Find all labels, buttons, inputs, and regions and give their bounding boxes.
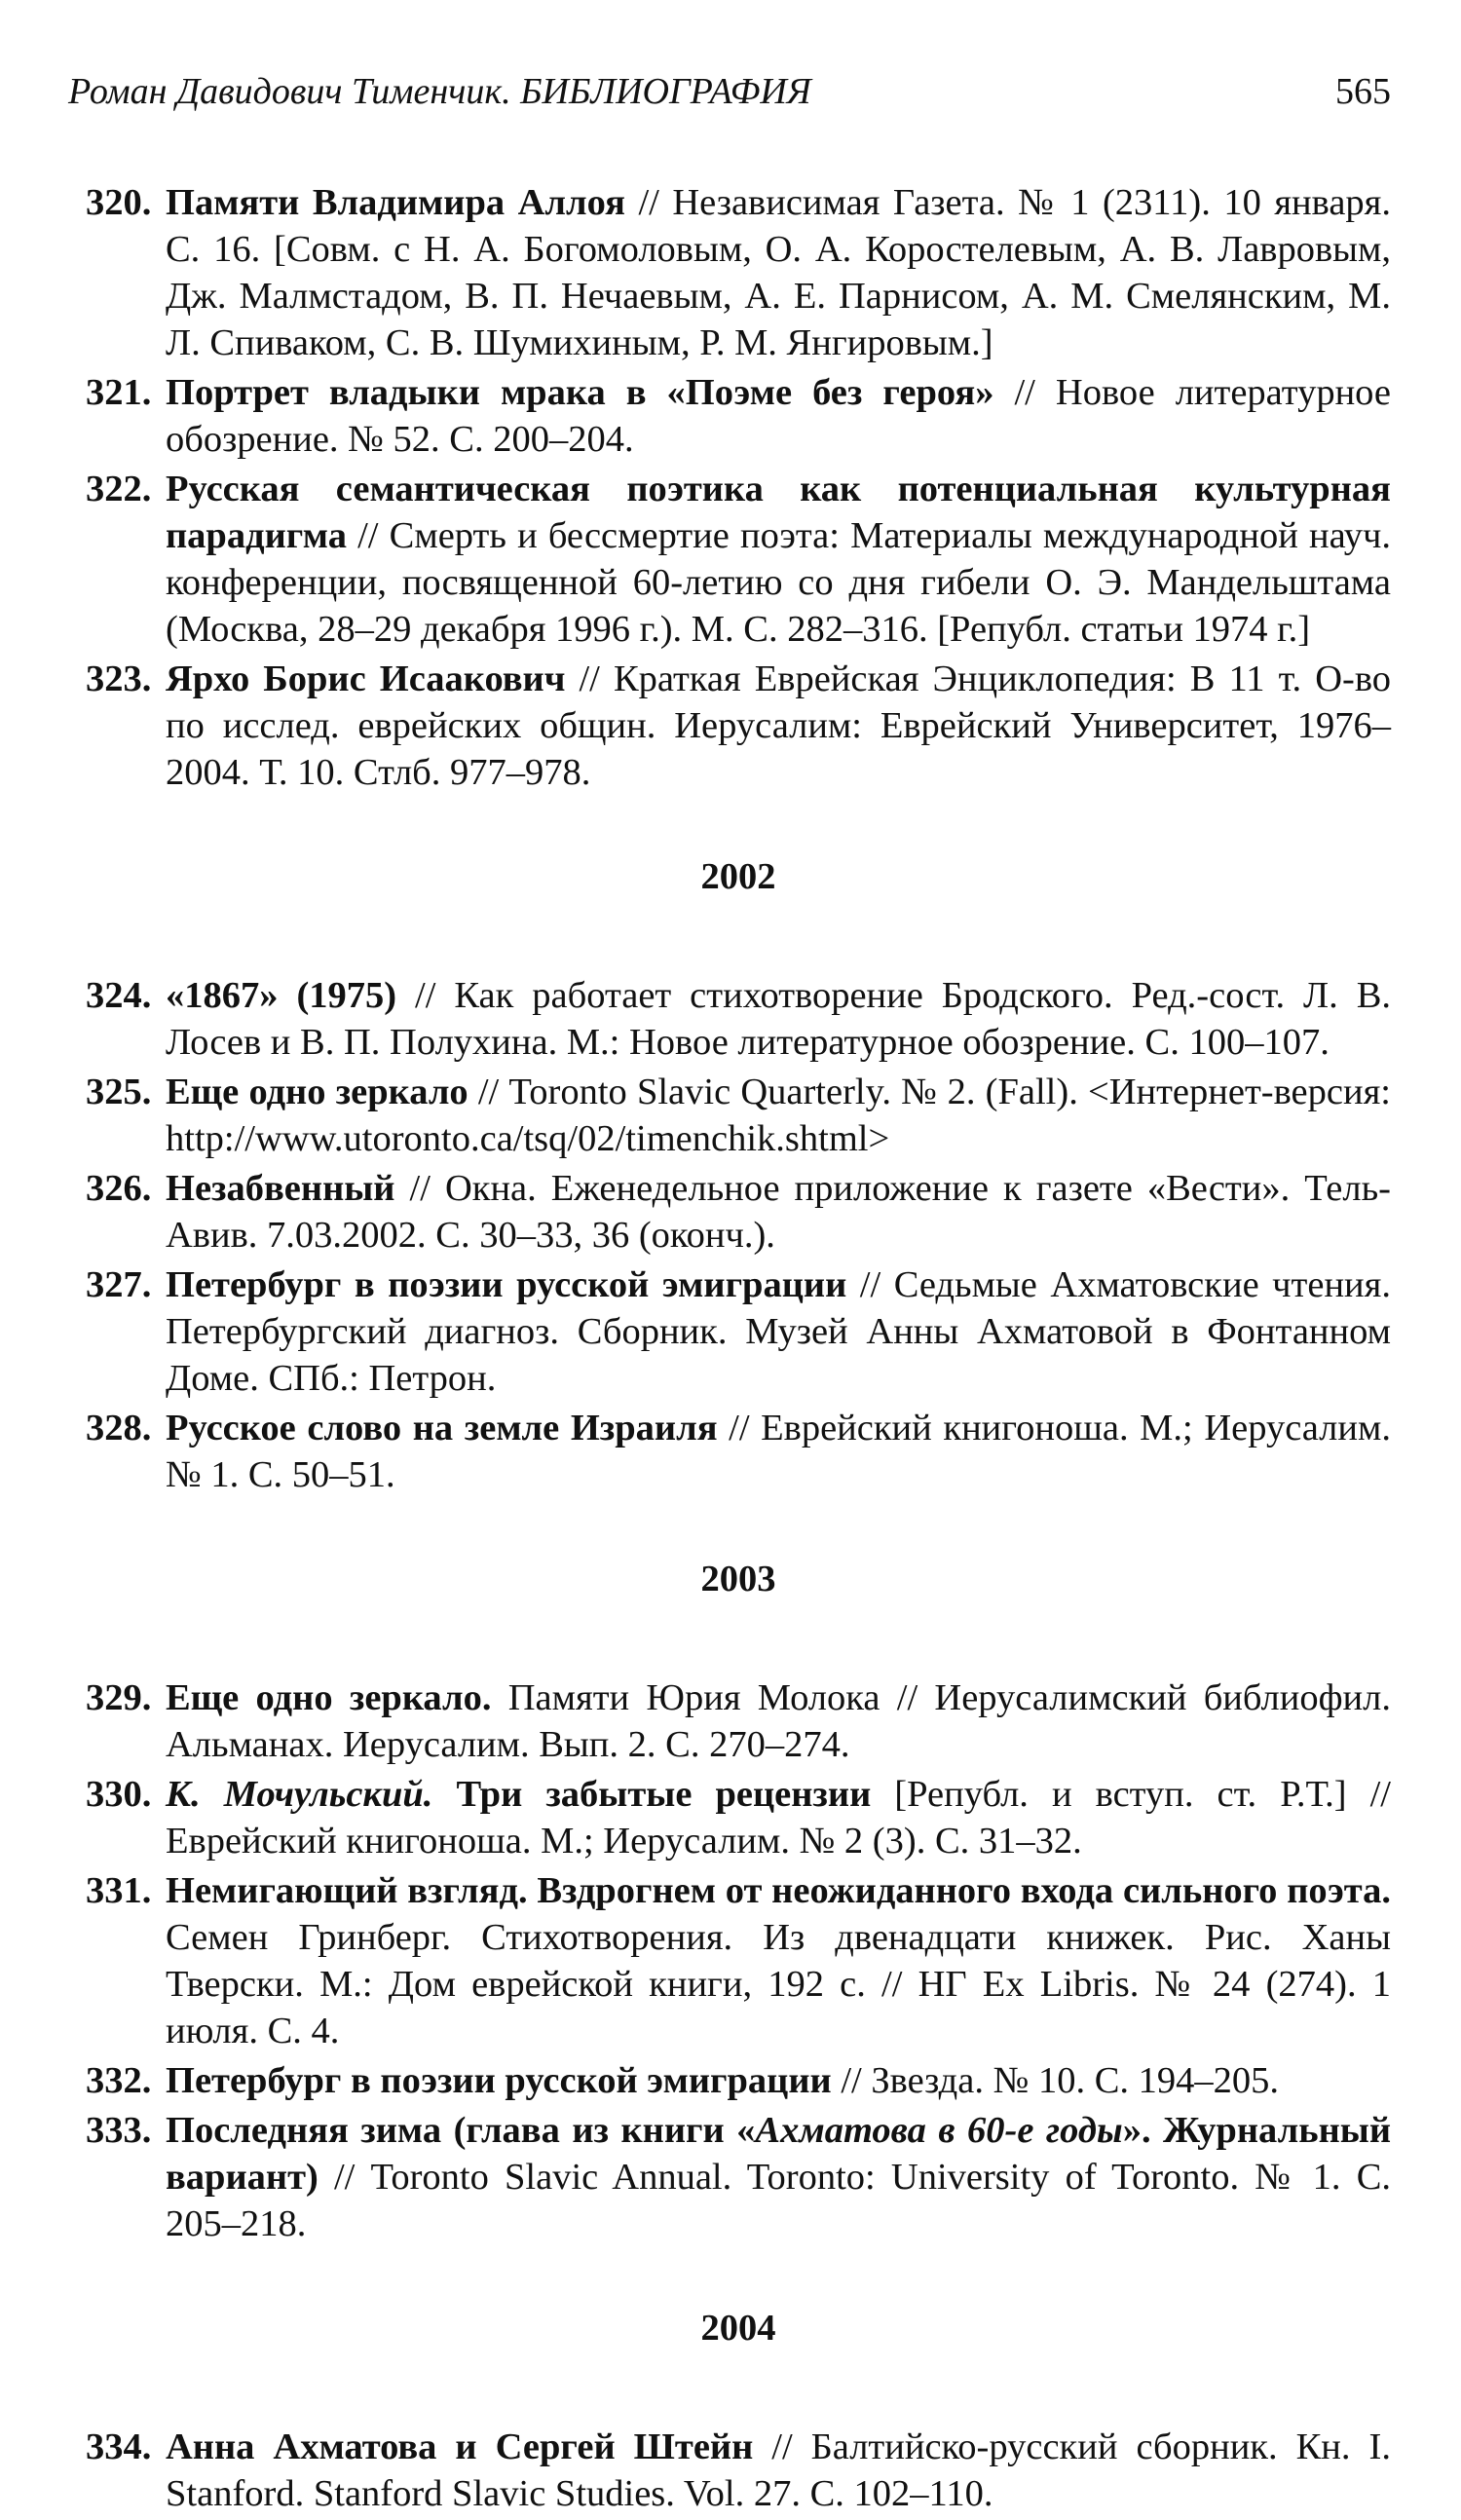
year-heading-2002: 2002 (700, 856, 776, 897)
entry-book-title: Ахматова в 60-е годы (755, 2110, 1123, 2151)
entry-title: Ярхо Борис Исаакович (166, 658, 566, 699)
bib-entry-333 (86, 2107, 1391, 2247)
entry-number: 333. (86, 2110, 152, 2151)
bib-entry-321 (86, 369, 1391, 463)
entry-number: 320. (86, 182, 152, 223)
entry-number: 329. (86, 1677, 152, 1718)
bib-entry-328 (86, 1405, 1391, 1498)
entry-number: 332. (86, 2060, 152, 2101)
entry-details: // Смерть и бессмертие поэта: Материалы международной науч. конференции, посвященной 60-летию со дня гибели О. Э. Мандельштама (Москва, 28–29 декабря 1996 г.). М. С. 282–316. [Републ. статьи 1974 г.] (166, 515, 1391, 650)
entry-number: 324. (86, 975, 152, 1016)
entry-details: Семен Гринберг. Стихотворения. Из двенадцати книжек. Рис. Ханы Тверски. М.: Дом еврейской книги, 192 с. // НГ Ex Libris. № 24 (274). 1 июля. С. 4. (166, 1917, 1391, 2051)
entry-details: // Как работает стихотворение Бродского. Ред.-сост. Л. В. Лосев и В. П. Полухина. М.: Новое литературное обозрение. С. 100–107. (166, 975, 1391, 1063)
bib-entry-323 (86, 656, 1391, 796)
entry-title: Еще одно зеркало (166, 1072, 468, 1112)
bib-entry-332 (86, 2057, 1391, 2104)
entry-title: Последняя зима (глава из книги « (166, 2110, 756, 2151)
bib-entry-327 (86, 1261, 1391, 1402)
entry-details: // Toronto Slavic Annual. Toronto: University of Toronto. № 1. С. 205–218. (166, 2157, 1391, 2244)
page-number: 565 (1335, 71, 1391, 112)
entry-number: 330. (86, 1774, 152, 1815)
entry-details: Памяти Юрия Молока // Иерусалимский библиофил. Альманах. Иерусалим. Вып. 2. С. 270–274. (166, 1677, 1391, 1765)
entry-title: Три забытые рецензии (432, 1774, 872, 1815)
running-header (68, 70, 1391, 119)
entry-details: // Окна. Еженедельное приложение к газете «Вести». Тель-Авив. 7.03.2002. С. 30–33, 36 (оконч.). (166, 1168, 1391, 1256)
entry-details: // Еврейский книгоноша. М.; Иерусалим. № 1. С. 50–51. (166, 1408, 1391, 1495)
entry-details: // Новое литературное обозрение. № 52. С. 200–204. (166, 372, 1391, 460)
entry-details: // Седьмые Ахматовские чтения. Петербургский диагноз. Сборник. Музей Анны Ахматовой в Фонтанном Доме. СПб.: Петрон. (166, 1264, 1391, 1399)
entry-title: Памяти Владимира Аллоя (166, 182, 625, 223)
entry-title: Незабвенный (166, 1168, 395, 1209)
bib-entry-330 (86, 1771, 1391, 1864)
entry-title: Петербург в поэзии русской эмиграции (166, 2060, 832, 2101)
entry-title: Анна Ахматова и Сергей Штейн (166, 2426, 754, 2467)
entry-number: 334. (86, 2426, 152, 2467)
bib-entry-320 (86, 179, 1391, 366)
bib-entry-326 (86, 1165, 1391, 1259)
entry-number: 323. (86, 658, 152, 699)
entry-title: Русская семантическая поэтика как потенциальная культурная парадигма (166, 469, 1391, 556)
bibliography-body (86, 179, 1391, 2520)
bib-entry-322 (86, 466, 1391, 653)
entry-title: Петербург в поэзии русской эмиграции (166, 1264, 847, 1305)
entry-details: // Toronto Slavic Quarterly. № 2. (Fall). <Интернет-версия: http://www.utoronto.ca/tsq/02/timenchik.shtml> (166, 1072, 1391, 1159)
bib-entry-331 (86, 1867, 1391, 2054)
entry-title-end: ». Журнальный вариант) (166, 2110, 1391, 2198)
entry-title: Немигающий взгляд. Вздрогнем от неожиданного входа сильного поэта. (166, 1870, 1391, 1911)
entry-title: «1867» (1975) (166, 975, 397, 1016)
entry-title: Русское слово на земле Израиля (166, 1408, 718, 1448)
entry-details: // Краткая Еврейская Энциклопедия: В 11 т. О-во по исслед. еврейских общин. Иерусалим: Еврейский Университет, 1976–2004. Т. 10. Стлб. 977–978. (166, 658, 1391, 793)
year-heading-2003: 2003 (700, 1559, 776, 1599)
entry-number: 328. (86, 1408, 152, 1448)
entry-title: Еще одно зеркало. (166, 1677, 492, 1718)
year-heading-2004: 2004 (700, 2308, 776, 2349)
entry-title: Портрет владыки мрака в «Поэме без героя» (166, 372, 994, 413)
entry-number: 322. (86, 469, 152, 509)
entry-details: // Независимая Газета. № 1 (2311). 10 января. С. 16. [Совм. с Н. А. Богомоловым, О. А. Коростелевым, А. В. Лавровым, Дж. Малмстадом, В. П. Нечаевым, А. Е. Парнисом, А. М. Смелянским, М. Л. Спиваком, С. В. Шумихиным, Р. М. Янгировым.] (166, 182, 1391, 363)
entry-number: 331. (86, 1870, 152, 1911)
entry-details: // Балтийско-русский сборник. Кн. I. Stanford. Stanford Slavic Studies. Vol. 27. С. 102–110. (166, 2426, 1391, 2514)
bib-entry-334 (86, 2424, 1391, 2517)
entry-number: 325. (86, 1072, 152, 1112)
bib-entry-324 (86, 972, 1391, 1066)
bib-entry-329 (86, 1674, 1391, 1768)
entry-number: 321. (86, 372, 152, 413)
entry-details: // Звезда. № 10. С. 194–205. (831, 2060, 1279, 2101)
entry-details: [Републ. и вступ. ст. Р.Т.] // Еврейский книгоноша. М.; Иерусалим. № 2 (3). С. 31–32. (166, 1774, 1391, 1862)
bib-entry-325 (86, 1069, 1391, 1162)
entry-number: 326. (86, 1168, 152, 1209)
entry-author: К. Мочульский. (166, 1774, 433, 1815)
entry-number: 327. (86, 1264, 152, 1305)
running-title: Роман Давидович Тименчик. БИБЛИОГРАФИЯ (68, 71, 811, 112)
